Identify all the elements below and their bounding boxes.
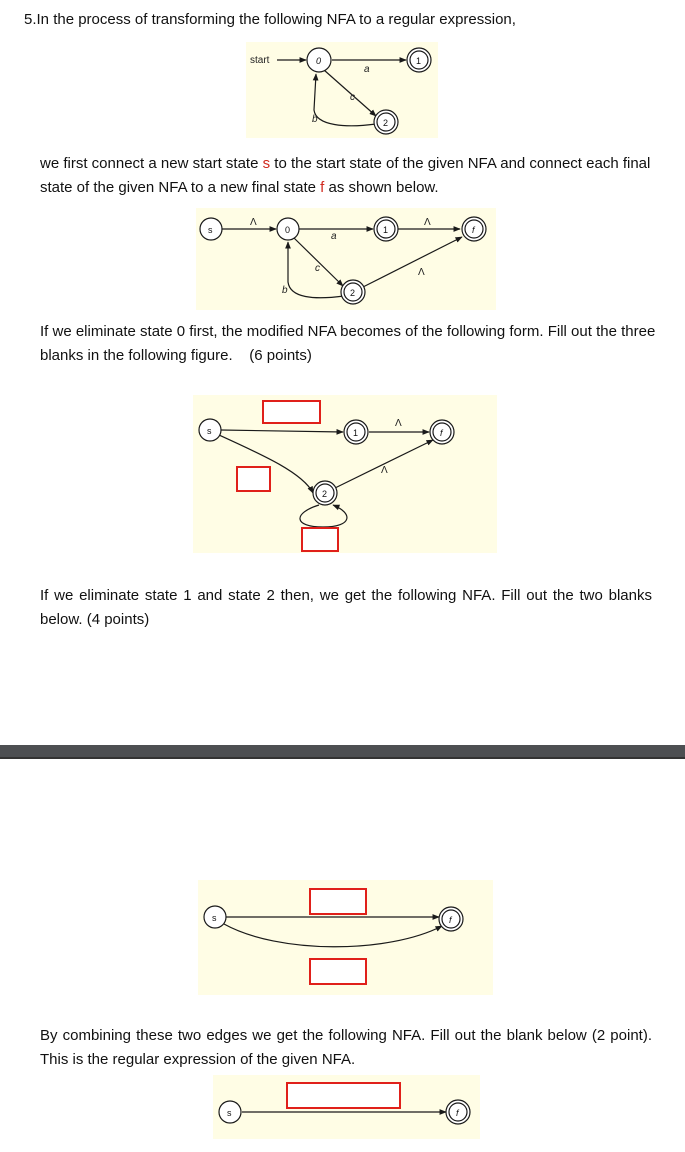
figure-original-nfa-svg <box>246 42 438 138</box>
state-f-label: f <box>472 225 475 235</box>
para1-highlight-s: s <box>262 155 271 172</box>
para1-text-a: we first connect a new start state <box>40 155 263 172</box>
edge-2-f <box>335 440 433 488</box>
state-s-label: s <box>208 225 213 235</box>
state-f-label: f <box>449 915 452 925</box>
edge-1-f-lambda: Λ <box>424 217 431 228</box>
figure-final-regex-svg <box>213 1075 480 1139</box>
state-s-label: s <box>207 426 212 436</box>
edge-2-f-lambda: Λ <box>418 267 425 278</box>
blank-s-to-2[interactable] <box>237 467 270 491</box>
edge-a-label: a <box>331 231 337 242</box>
state-0-label: 0 <box>316 56 322 66</box>
paragraph-combine-edges: By combining these two edges we get the following NFA. Fill out the blank below (2 point). This is the regular expression of the given NFA. <box>40 1027 652 1068</box>
paragraph-eliminate-0 <box>40 320 660 368</box>
paragraph-eliminate-1-2: If we eliminate state 1 and state 2 then, we get the following NFA. Fill out the two blanks below. (4 points) <box>40 587 652 628</box>
figure-after-eliminate-0 <box>193 395 497 553</box>
figure-augmented-nfa <box>196 208 496 310</box>
state-f-label: f <box>440 428 443 438</box>
state-s-label: s <box>227 1108 232 1118</box>
edge-2-f-lambda: Λ <box>381 465 388 476</box>
blank-regex[interactable] <box>287 1083 400 1108</box>
edge-1-f-lambda: Λ <box>395 418 402 429</box>
paragraph-new-states <box>40 152 660 200</box>
edge-2-0 <box>314 74 376 126</box>
edge-s-1 <box>221 430 343 432</box>
para2-points: (6 points) <box>249 347 312 364</box>
state-2-label: 2 <box>350 288 356 298</box>
state-2-label: 2 <box>383 118 389 128</box>
edge-c-label: c <box>315 263 320 274</box>
para2-text: If we eliminate state 0 first, the modified NFA becomes of the following form. Fill out the three blanks in the following figure. <box>40 323 656 364</box>
question-number: 5. <box>24 11 37 28</box>
loop-2 <box>300 505 347 527</box>
page-divider <box>0 745 685 759</box>
start-label: start <box>250 55 270 66</box>
figure-original-nfa <box>246 42 438 138</box>
para1-highlight-f: f <box>320 179 325 196</box>
state-1-label: 1 <box>383 225 389 235</box>
state-s-label: s <box>212 913 217 923</box>
blank-s-to-1[interactable] <box>263 401 320 423</box>
edge-s-f-bottom <box>224 924 442 947</box>
edge-a-label: a <box>364 64 370 75</box>
figure-after-eliminate-1-2 <box>198 880 493 995</box>
blank-bottom-edge[interactable] <box>310 959 366 984</box>
figure-after-eliminate-0-svg <box>193 395 497 553</box>
edge-2-f <box>363 237 462 287</box>
state-1-label: 1 <box>416 56 422 66</box>
state-0-label: 0 <box>285 225 291 235</box>
edge-b-label: b <box>282 285 288 296</box>
edge-c-label: c <box>350 92 355 103</box>
para1-text-c: as shown below. <box>324 179 439 196</box>
question-intro <box>24 8 516 32</box>
figure-final-regex <box>213 1075 480 1139</box>
question-intro-text: In the process of transforming the following NFA to a regular expression, <box>36 11 516 28</box>
state-2-label: 2 <box>322 489 328 499</box>
state-1-label: 1 <box>353 428 359 438</box>
state-f-label: f <box>456 1108 459 1118</box>
figure-after-eliminate-1-2-svg <box>198 880 493 995</box>
edge-s-0-lambda: Λ <box>250 217 257 228</box>
blank-loop-2[interactable] <box>302 528 338 551</box>
blank-top-edge[interactable] <box>310 889 366 914</box>
figure-augmented-nfa-svg <box>196 208 496 310</box>
edge-0-2 <box>294 238 343 286</box>
edge-b-label: b <box>312 114 318 125</box>
para1-text-b: to the start state of the given NFA and connect each final state of the given NFA to a new final state <box>40 155 651 196</box>
